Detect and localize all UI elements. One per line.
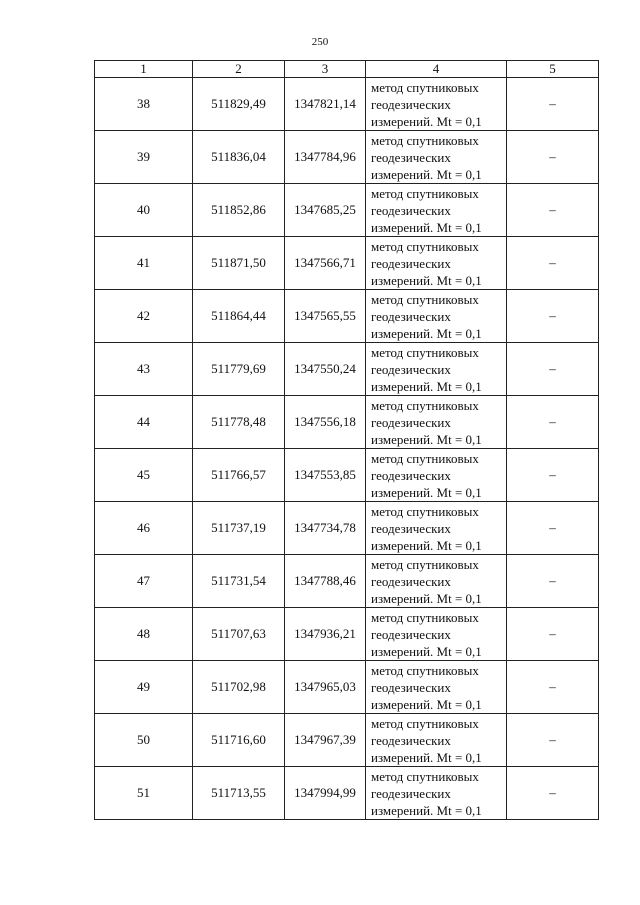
point-number-cell: 43 (95, 343, 193, 396)
x-coordinate-cell: 511731,54 (193, 555, 285, 608)
note-cell: – (507, 661, 599, 714)
point-number-cell: 48 (95, 608, 193, 661)
point-number-cell: 46 (95, 502, 193, 555)
method-text-line: геодезических (371, 96, 451, 112)
point-number-cell: 51 (95, 767, 193, 820)
column-header-5: 5 (507, 61, 599, 78)
table-row (95, 449, 599, 502)
x-coordinate-cell: 511766,57 (193, 449, 285, 502)
method-cell (366, 661, 507, 714)
column-header-1: 1 (95, 61, 193, 78)
method-text-line: геодезических (371, 520, 451, 536)
table-row (95, 555, 599, 608)
column-header-3: 3 (285, 61, 366, 78)
method-text-line: метод спутниковых (371, 79, 479, 95)
method-text-line: геодезических (371, 732, 451, 748)
method-text-line: геодезических (371, 361, 451, 377)
method-cell (366, 237, 507, 290)
note-cell: – (507, 290, 599, 343)
method-text-line: измерений. Mt = 0,1 (371, 325, 482, 341)
y-coordinate-cell: 1347566,71 (285, 237, 366, 290)
method-text-line: измерений. Mt = 0,1 (371, 272, 482, 288)
method-text-line: метод спутниковых (371, 503, 479, 519)
y-coordinate-cell: 1347550,24 (285, 343, 366, 396)
table-row (95, 131, 599, 184)
x-coordinate-cell: 511713,55 (193, 767, 285, 820)
point-number-cell: 47 (95, 555, 193, 608)
x-coordinate-cell: 511737,19 (193, 502, 285, 555)
method-text-line: геодезических (371, 467, 451, 483)
method-cell (366, 449, 507, 502)
note-cell: – (507, 555, 599, 608)
method-text-line: измерений. Mt = 0,1 (371, 431, 482, 447)
method-text-line: метод спутниковых (371, 397, 479, 413)
method-text-line: измерений. Mt = 0,1 (371, 749, 482, 765)
note-cell: – (507, 237, 599, 290)
point-number-cell: 41 (95, 237, 193, 290)
method-cell (366, 608, 507, 661)
y-coordinate-cell: 1347821,14 (285, 78, 366, 131)
table-row (95, 608, 599, 661)
method-text-line: метод спутниковых (371, 344, 479, 360)
table-row (95, 661, 599, 714)
method-text-line: геодезических (371, 414, 451, 430)
method-text-line: измерений. Mt = 0,1 (371, 484, 482, 500)
point-number-cell: 39 (95, 131, 193, 184)
y-coordinate-cell: 1347967,39 (285, 714, 366, 767)
y-coordinate-cell: 1347734,78 (285, 502, 366, 555)
method-text-line: метод спутниковых (371, 291, 479, 307)
x-coordinate-cell: 511702,98 (193, 661, 285, 714)
method-text-line: метод спутниковых (371, 556, 479, 572)
note-cell: – (507, 608, 599, 661)
x-coordinate-cell: 511829,49 (193, 78, 285, 131)
method-cell (366, 502, 507, 555)
point-number-cell: 44 (95, 396, 193, 449)
y-coordinate-cell: 1347965,03 (285, 661, 366, 714)
method-text-line: метод спутниковых (371, 662, 479, 678)
table-row (95, 290, 599, 343)
method-text-line: измерений. Mt = 0,1 (371, 696, 482, 712)
y-coordinate-cell: 1347565,55 (285, 290, 366, 343)
method-text-line: измерений. Mt = 0,1 (371, 802, 482, 818)
point-number-cell: 50 (95, 714, 193, 767)
method-cell (366, 290, 507, 343)
point-number-cell: 45 (95, 449, 193, 502)
method-cell (366, 78, 507, 131)
note-cell: – (507, 396, 599, 449)
table-body (95, 78, 599, 820)
coordinates-table (94, 60, 599, 820)
method-text-line: измерений. Mt = 0,1 (371, 378, 482, 394)
table-row (95, 184, 599, 237)
note-cell: – (507, 343, 599, 396)
table-row (95, 502, 599, 555)
method-text-line: геодезических (371, 308, 451, 324)
method-text-line: измерений. Mt = 0,1 (371, 537, 482, 553)
method-text-line: измерений. Mt = 0,1 (371, 166, 482, 182)
method-text-line: метод спутниковых (371, 238, 479, 254)
y-coordinate-cell: 1347784,96 (285, 131, 366, 184)
note-cell: – (507, 502, 599, 555)
method-text-line: геодезических (371, 679, 451, 695)
method-text-line: измерений. Mt = 0,1 (371, 590, 482, 606)
y-coordinate-cell: 1347556,18 (285, 396, 366, 449)
method-text-line: геодезических (371, 202, 451, 218)
note-cell: – (507, 449, 599, 502)
method-text-line: метод спутниковых (371, 185, 479, 201)
method-text-line: метод спутниковых (371, 715, 479, 731)
method-cell (366, 767, 507, 820)
method-cell (366, 184, 507, 237)
x-coordinate-cell: 511707,63 (193, 608, 285, 661)
method-text-line: геодезических (371, 255, 451, 271)
method-text-line: геодезических (371, 785, 451, 801)
column-header-4: 4 (366, 61, 507, 78)
y-coordinate-cell: 1347788,46 (285, 555, 366, 608)
x-coordinate-cell: 511779,69 (193, 343, 285, 396)
method-text-line: метод спутниковых (371, 132, 479, 148)
method-text-line: измерений. Mt = 0,1 (371, 643, 482, 659)
note-cell: – (507, 78, 599, 131)
method-cell (366, 555, 507, 608)
method-text-line: измерений. Mt = 0,1 (371, 219, 482, 235)
method-text-line: метод спутниковых (371, 450, 479, 466)
point-number-cell: 49 (95, 661, 193, 714)
method-cell (366, 714, 507, 767)
method-cell (366, 343, 507, 396)
method-cell (366, 131, 507, 184)
y-coordinate-cell: 1347553,85 (285, 449, 366, 502)
table-row (95, 396, 599, 449)
table-row (95, 237, 599, 290)
method-text-line: геодезических (371, 626, 451, 642)
table-row (95, 714, 599, 767)
x-coordinate-cell: 511852,86 (193, 184, 285, 237)
point-number-cell: 40 (95, 184, 193, 237)
table-header-row (95, 61, 599, 78)
note-cell: – (507, 184, 599, 237)
note-cell: – (507, 714, 599, 767)
point-number-cell: 38 (95, 78, 193, 131)
method-text-line: геодезических (371, 149, 451, 165)
x-coordinate-cell: 511716,60 (193, 714, 285, 767)
method-text-line: измерений. Mt = 0,1 (371, 113, 482, 129)
x-coordinate-cell: 511871,50 (193, 237, 285, 290)
method-text-line: метод спутниковых (371, 609, 479, 625)
x-coordinate-cell: 511836,04 (193, 131, 285, 184)
method-text-line: метод спутниковых (371, 768, 479, 784)
method-text-line: геодезических (371, 573, 451, 589)
y-coordinate-cell: 1347685,25 (285, 184, 366, 237)
note-cell: – (507, 131, 599, 184)
table-row (95, 767, 599, 820)
y-coordinate-cell: 1347994,99 (285, 767, 366, 820)
y-coordinate-cell: 1347936,21 (285, 608, 366, 661)
method-cell (366, 396, 507, 449)
table-row (95, 343, 599, 396)
x-coordinate-cell: 511778,48 (193, 396, 285, 449)
note-cell: – (507, 767, 599, 820)
column-header-2: 2 (193, 61, 285, 78)
page-number: 250 (311, 36, 329, 48)
point-number-cell: 42 (95, 290, 193, 343)
table-row (95, 78, 599, 131)
x-coordinate-cell: 511864,44 (193, 290, 285, 343)
